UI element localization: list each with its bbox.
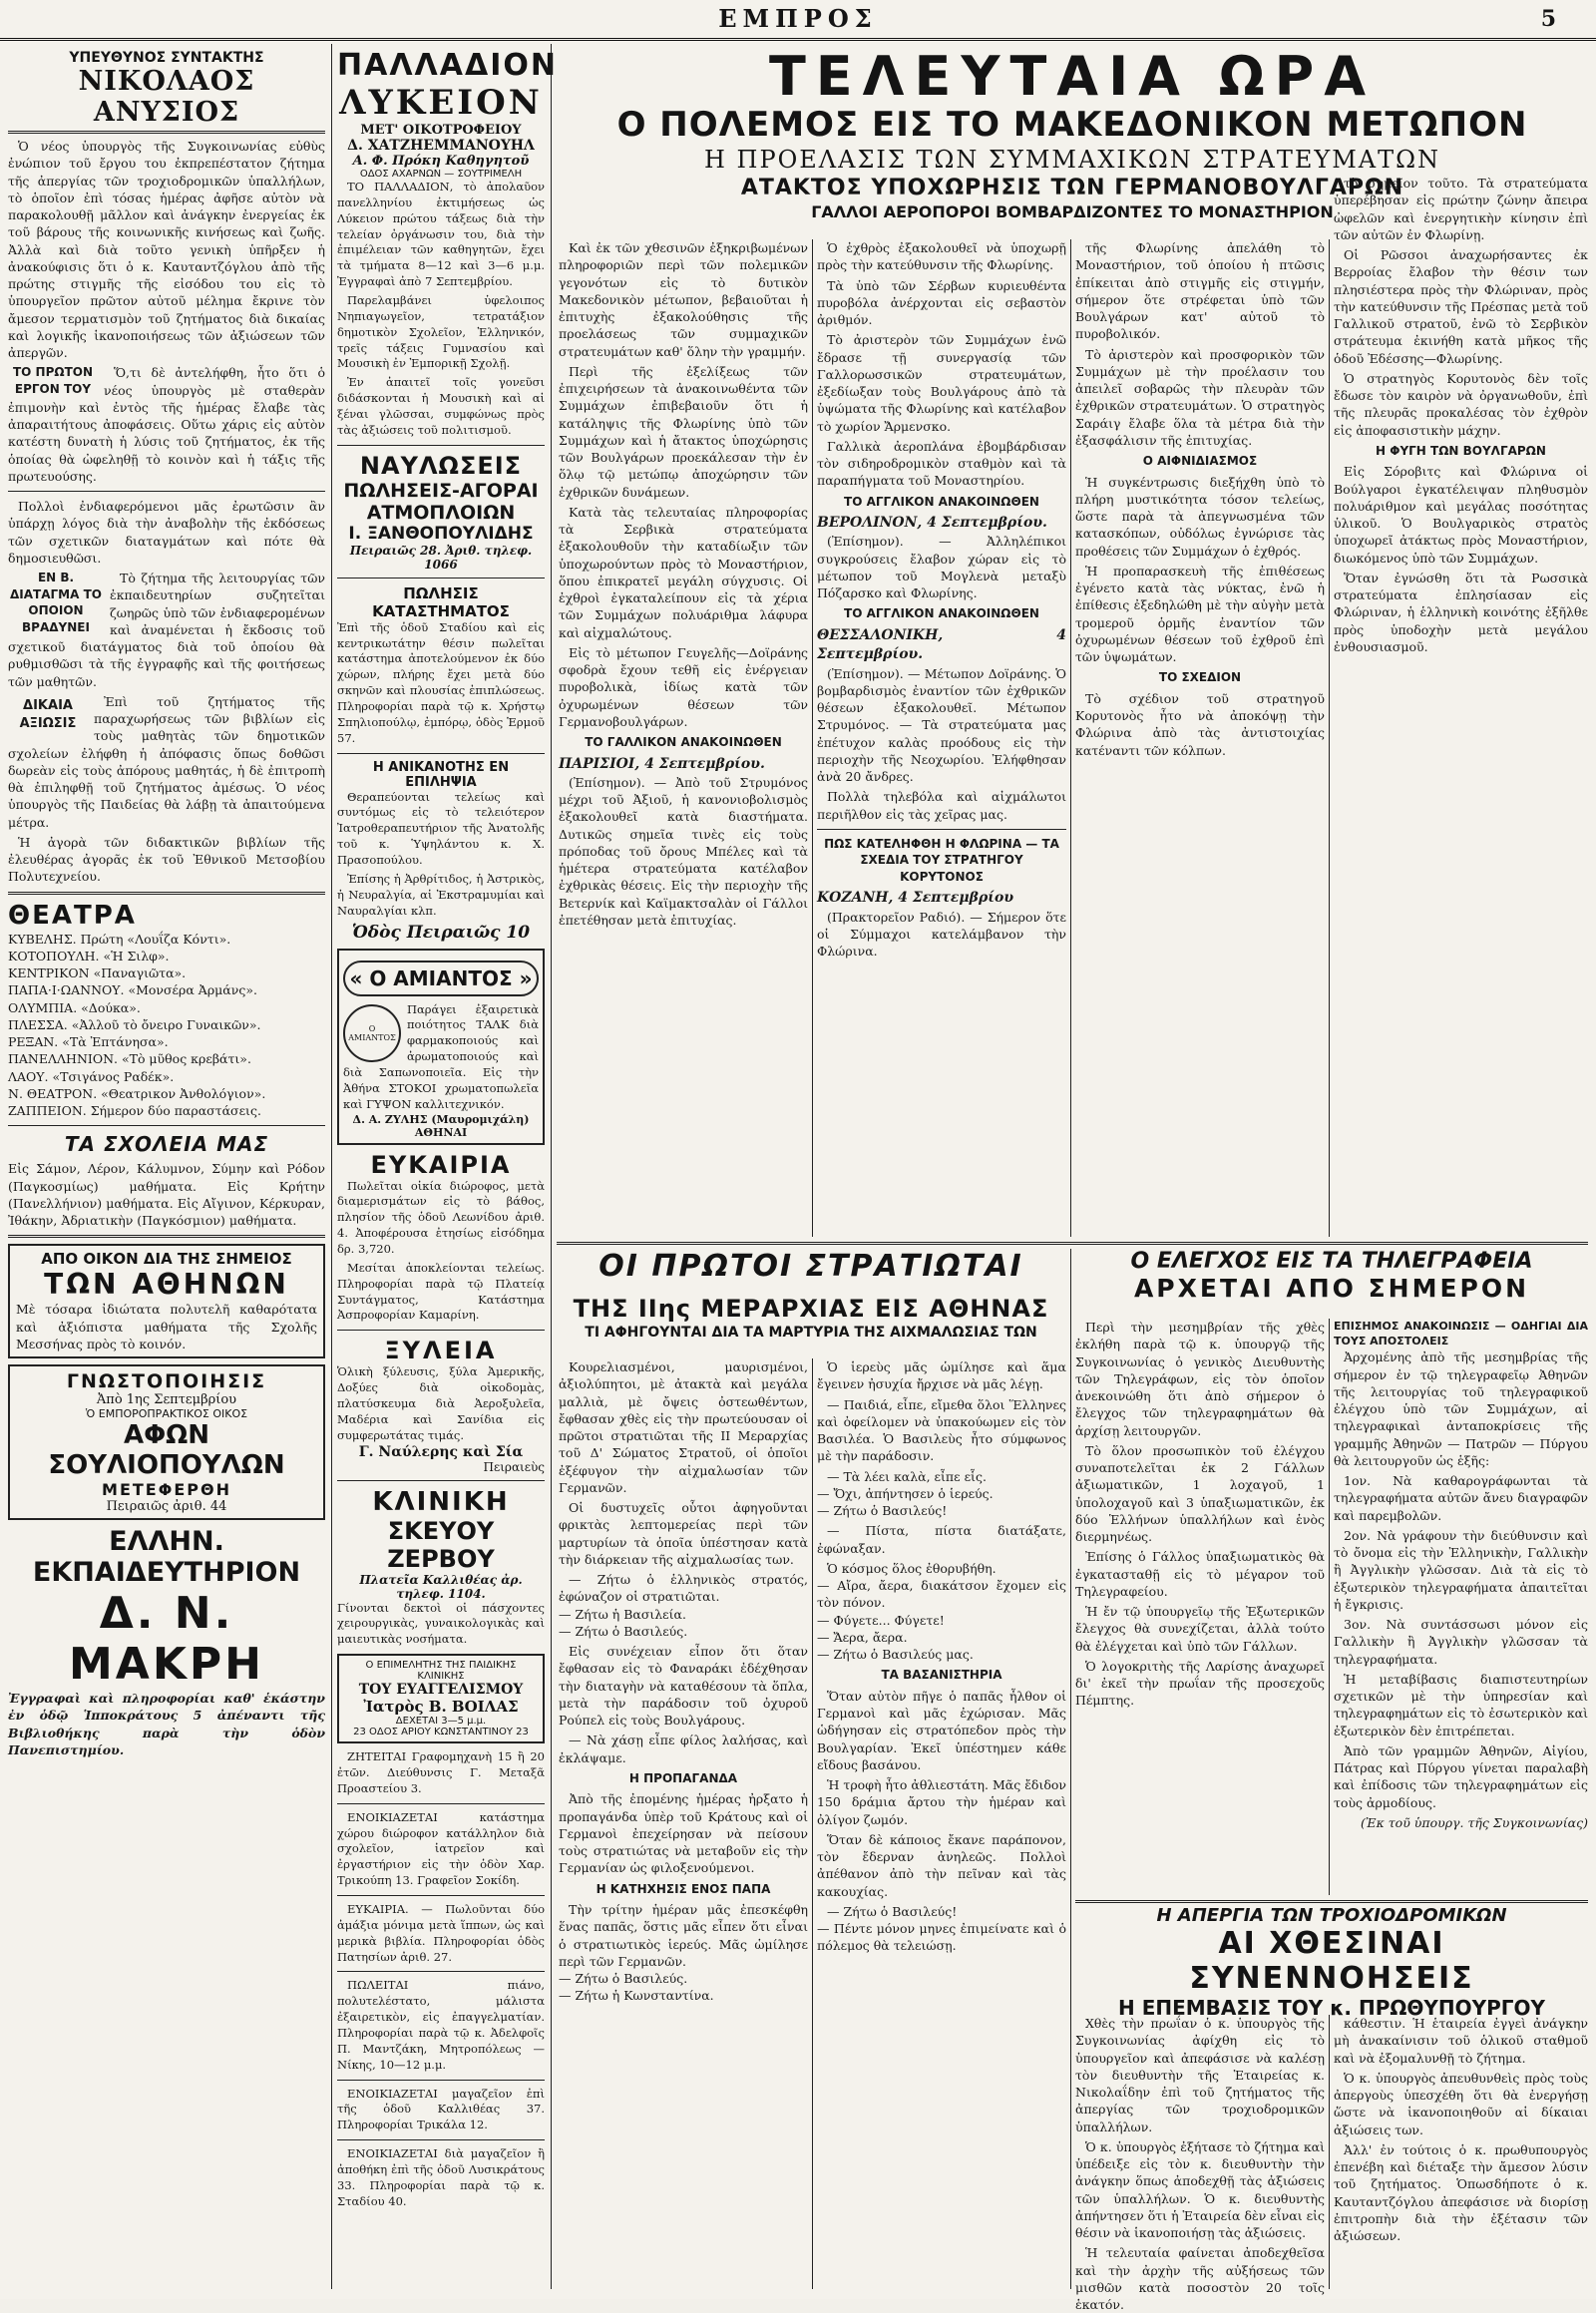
telegraph-col-1 bbox=[1075, 1319, 1325, 1897]
headline: Ο ΕΛΕΓΧΟΣ ΕΙΣ ΤΑ ΤΗΛΕΓΡΑΦΕΙΑ bbox=[1130, 1249, 1533, 1274]
paragraph: Τὸ ὅλον προσωπικὸν τοῦ ἐλέγχου συναποτελεῖται ἐκ 2 Γάλλων ἀξιωματικῶν, 1 λοχαγοῦ, 1 ὑπολοχαγοῦ καὶ 3 ὑπαξιωματικῶν, ἐκ δύο Ἑλλήνων ὑπαλλήλων καὶ ἑνὸς διερμηνέως. bbox=[1075, 1442, 1325, 1544]
paragraph: 3ον. Νὰ συντάσσωσι μόνον εἰς Γαλλικὴν ἢ Ἀγγλικὴν γλῶσσαν τὰ τηλεγραφήματα. bbox=[1334, 1617, 1588, 1667]
paragraph: Ὁ νέος ὑπουργὸς τῆς Συγκοινωνίας εὐθὺς ἐνώπιον τοῦ ἔργου του ἐκπρεπέστατον ζήτημα τῆς ἀπεργίας τῶν τροχιοδρομικῶν ὑπαλλήλων, τὸ ὁποῖον ἐπὶ τόσας ἡμέρας ἀφῆσε αὐτὸν νὰ παρακολουθῇ μᾶλλον καὶ ἀνάγκην ἐνεργείας ἐκ τοῦ βάρους τῆς κοινωνικῆς κινήσεως καὶ ζωῆς. Ἀλλὰ καὶ διὰ τοῦτο γενικὴ ὑπῆρξεν ἡ ἀνακούφισις ὅτι ὁ κ. Καυταντζόγλου ἀπὸ τῆς πρώτης στιγμῆς τῆς εἰσόδου του εἰς τὸ ὑπουργεῖον πρῶτον αὐτοῦ μέλημα ἔκρινε τὸν ἄμεσον τερματισμὸν τοῦ ζητήματος διὰ δικαίας καὶ λογικῆς ἱκανοποιήσεως τῶν ἀξιώσεων τῶν ἀπεργῶν. bbox=[8, 139, 325, 360]
ad-line: ΟΔΟΣ ΑΧΑΡΝΩΝ — ΣΟΥΤΡΙΜΕΛΗ bbox=[359, 169, 523, 180]
paragraph: Ἐπίσης ὁ Γάλλος ὑπαξιωματικὸς θὰ ἐγκατασταθῇ εἰς τὸ μέγαρον τοῦ Τηλεγραφείου. bbox=[1075, 1549, 1325, 1599]
paragraph: Ἡ τελευταία φαίνεται ἀποδεχθεῖσα καὶ τὴν ἀρχὴν τῆς αὐξήσεως τῶν μισθῶν κατὰ ποσοστὸν 20 τοῖς ἑκατόν. bbox=[1075, 2245, 1325, 2312]
paragraph: Ἡ ἀγορὰ τῶν διδακτικῶν βιβλίων τῆς ἐλευθέρας ἀγορᾶς ἐκ τοῦ Ἐθνικοῦ Μετσοβίου Πολυτεχνείου. bbox=[8, 834, 325, 885]
ad-text: Ὁλικὴ ξύλευσις, ξύλα Ἀμερικῆς, Δοξύες διὰ οἰκοδομὰς, πλατύσκευμα διὰ Ἀεροξυλεῖα, Μαδέρια καὶ Σανίδια εἰς συμφερωτάτας τιμάς. bbox=[337, 1364, 545, 1442]
paragraph: τῆς Φλωρίνης ἀπελάθη τὸ Μοναστήριον, τοῦ ὁποίου ἡ πτῶσις ἐπίκειται ἀπὸ στιγμῆς εἰς στιγμήν, σήμερον ὅτε στρέφεται ὑπὸ τῶν Βουλγάρων κατ' αὐτοῦ τὸ πυροβολικόν. bbox=[1075, 240, 1325, 342]
paragraph: 1ον. Νὰ καθαρογράφωνται τὰ τηλεγραφήματα αὐτῶν ἄνευ διαγραφῶν καὶ παρεμβολῶν. bbox=[1334, 1473, 1588, 1523]
ad-line: Ὁδὸς Πειραιῶς 10 bbox=[351, 922, 531, 943]
paragraph: Παρελαμβάνει ὑφελοιπος Νηπιαγωγεῖον, τετρατάξιον δημοτικὸν Σχολεῖον, Ἑλληνικόν, τρεῖς τάξεις Γυμνασίου καὶ Μουσικὴ ἐν Ἐμπορικῇ Σχολῇ. bbox=[337, 293, 545, 371]
paragraph: Τὸ ζήτημα τῆς λειτουργίας τῶν ἐκπαιδευτηρίων συζητεῖται ζωηρῶς ὑπὸ τῶν ἐνδιαφερομένων καὶ ἀναμένεται ἡ ἔκδοσις τοῦ σχετικοῦ διατάγματος διὰ τοῦ ὁποίου θὰ ρυθμισθῶσι τὰ τῆς ἐγγραφῆς καὶ τῆς φοιτήσεως τῶν μαθητῶν. bbox=[8, 571, 325, 689]
article-transport bbox=[8, 138, 325, 886]
theatre-item: Ν. ΘΕΑΤΡΟΝ. «Θεατρικον Ἀνθολόγιον». bbox=[8, 1085, 266, 1101]
ad-text: Ἐγγραφαὶ καὶ πληροφορίαι καθ' ἑκάστην ἐν ὁδῷ Ἱπποκράτους 5 ἀπέναντι τῆς Βιβλιοθήκης παρὰ τὴν ὁδὸν Πανεπιστημίου. bbox=[8, 1691, 325, 1757]
paragraph: Κατὰ τὰς τελευταίας πληροφορίας τὰ Σερβικὰ στρατεύματα ἐξακολουθοῦν τὴν καταδίωξιν τῶν ὑποχωρούντων πρὸς τὸ Μοναστήριον, ὅπου ἐπικρατεῖ μεγάλη σύγχυσις. Οἱ ἐχθροὶ ἐγκαταλείπουν εἰς τὰ χέρια τῶν Συμμάχων πολυάριθμα λάφυρα καὶ αἰχμαλώτους. bbox=[559, 504, 808, 640]
ad-doctor bbox=[337, 1654, 545, 1743]
ad-title: « Ο ΑΜΙΑΝΤΟΣ » bbox=[343, 961, 539, 996]
subheading: ΤΟ ΣΧΕΔΙΟΝ bbox=[1158, 670, 1242, 685]
subheading: ΤΟ ΓΑΛΛΙΚΟΝ ΑΝΑΚΟΙΝΩΘΕΝ bbox=[585, 735, 782, 749]
theatre-list bbox=[8, 931, 325, 1120]
headline-aviators: ΓΑΛΛΟΙ ΑΕΡΟΠΟΡΟΙ ΒΟΜΒΑΡΔΙΖΟΝΤΕΣ ΤΟ ΜΟΝΑΣΤΗΡΙΟΝ bbox=[811, 201, 1334, 221]
ad-title: ΣΚΕΥΟΥ ΖΕΡΒΟΥ bbox=[387, 1516, 495, 1573]
paragraph: Περὶ τῆς ἐξελίξεως τῶν ἐπιχειρήσεων τὰ ἀνακοινωθέντα τῶν Συμμάχων ἐπιβεβαιοῦν ὅτι ἡ κατάληψις τῆς Φλωρίνης ὑπὸ τῶν Συμμάχων καὶ ἡ ἄτακτος ὑποχώρησις τῶν Βουλγάρων προεκάλεσαν τὴν ἐν ὅλῳ τῷ μετώπῳ ἀποχώρησιν τῶν ἐχθρικῶν δυνάμεων. bbox=[559, 363, 808, 500]
theatre-item: ΛΑΟΥ. «Τσιγάνος Ραδέκ». bbox=[8, 1068, 175, 1084]
ad-name: ΑΦΩΝ ΣΟΥΛΙΟΠΟΥΛΩΝ bbox=[48, 1420, 285, 1480]
paragraph: Οἱ Ρῶσσοι ἀναχωρήσαντες ἐκ Βερροίας ἔλαβον τὴν θέσιν των πλησιέστερα πρὸς τὴν Φλώριναν, πρὸς τὴν κατεύθυνσιν τῆς Πρέσπας μετὰ τοῦ Γαλλικοῦ στρατοῦ, ἐνῶ τὸ Σερβικὸν στράτευμα ἐκινήθη κατὰ μῆκος τῆς ὁδοῦ Ἐδέσσης—Φλωρίνης. bbox=[1334, 247, 1588, 366]
paragraph: Χθὲς τὴν πρωΐαν ὁ κ. ὑπουργὸς τῆς Συγκοινωνίας ἀφίχθη εἰς τὸ ὑπουργεῖον καὶ ἀπεφάσισε νὰ καλέσῃ τὸν διευθυντὴν τῆς Ἑταιρείας κ. Νικολαΐδην ἐπὶ τοῦ ζητήματος τῆς ἀπεργίας τῶν τροχιοδρομικῶν ὑπαλλήλων. bbox=[1075, 2016, 1325, 2134]
paragraph: (Ἐπίσημον). — Μέτωπον Δοϊράνης. Ὁ βομβαρδισμὸς ἐναντίον τῶν ἐχθρικῶν θέσεων ἐξακολουθεῖ. Μέτωπον Στρυμόνος. — Τὰ στρατεύματα μας ἐπέτυχον καλὰς προόδους εἰς τὴν περιοχὴν τῆς Νεοχωρίου. Ἐλήφθησαν ἀνὰ 20 ἄνδρες. bbox=[817, 665, 1066, 785]
theatre-item: ΚΕΝΤΡΙΚΟΝ «Παναγιῶτα». bbox=[8, 965, 187, 980]
paragraph: Εἰς Σόροβιτς καὶ Φλώρινα οἱ Βούλγαροι ἐγκατέλειψαν πληθυσμὸν πολυάριθμον καὶ μεγάλας ποσότητας ὑλικοῦ. Ὁ Βουλγαρικὸς στρατὸς ὑποχωρεῖ ἀτάκτως πρὸς Μοναστήριον, διωκόμενος ὑπὸ τῶν Συμμάχων. bbox=[1334, 464, 1588, 566]
paragraph: Ἡ μεταβίβασις διαπιστευτηρίων σχετικῶν μὲ τὴν ὑπηρεσίαν καὶ τηλεγραφημάτων εἰς τὸ ἐσωτερικὸν καὶ ἐξωτερικὸν δὲν ἐπιτρέπεται. bbox=[1334, 1671, 1588, 1738]
paragraph: Μεσίται ἀποκλείονται τελείως. Πληροφορίαι παρὰ τῷ Πλατείᾳ Συντάγματος, Κατάστημα Ἀσπροφορίαν Καμαρίνη. bbox=[337, 1260, 545, 1323]
paragraph: Ἡ τροφὴ ἦτο ἀθλιεστάτη. Μᾶς ἔδιδον 150 δράμια ἄρτου τὴν ἡμέραν καὶ ὀλίγον ζωμόν. bbox=[817, 1777, 1066, 1827]
paragraph: 2ον. Νὰ γράφουν τὴν διεύθυνσιν καὶ τὸ ὄνομα εἰς τὴν Ἑλληνικὴν, Γαλλικὴν ἢ Ἀγγλικὴν γλῶσσαν. Διὰ τὰ εἰς τὸ ἐξωτερικὸν τηλεγραφήματα ἀπαιτεῖται ἡ ἔγκρισις. bbox=[1334, 1527, 1588, 1612]
paragraph: Ὅταν δὲ κάποιος ἔκανε παράπονον, τὸν ἔδερναν ἀνηλεῶς. Πολλοὶ ἀπέθανον ἀπὸ τὴν πεῖναν καὶ τὰς κακουχίας. bbox=[817, 1831, 1066, 1899]
headline: ΑΙ ΧΘΕΣΙΝΑΙ ΣΥΝΕΝΝΟΗΣΕΙΣ bbox=[1189, 1926, 1474, 1996]
front-col-3 bbox=[1075, 239, 1325, 1237]
masthead-title: ΕΜΠΡΟΣ bbox=[718, 4, 878, 33]
headline-main: ΤΕΛΕΥΤΑΙΑ ΩΡΑ bbox=[768, 45, 1377, 108]
ad-line: Δ. ΧΑΤΖΗΕΜΜΑΝΟΥΗΛ bbox=[347, 138, 535, 154]
headline: ΟΙ ΠΡΩΤΟΙ ΣΤΡΑΤΙΩΤΑΙ bbox=[598, 1249, 1023, 1284]
ad-line: ΜΕΤ' ΟΙΚΟΤΡΟΦΕΙΟΥ bbox=[360, 123, 522, 138]
sidebar-heading: ΤΟ ΠΡΩΤΟΝ ΕΡΓΟΝ ΤΟΥ bbox=[12, 365, 94, 396]
telegraph-headline bbox=[1075, 1249, 1588, 1319]
paragraph: Θεραπεύονται τελείως καὶ συντόμως εἰς τὸ τελειότερον Ἰατροθεραπευτήριον τῆς Ἀνατολῆς τοῦ κ. Ὑψηλάντου κ. Χ. Πρασοπούλου. bbox=[337, 789, 545, 868]
theatre-item: ΠΑΝΕΛΛΗΝΙΟΝ. «Τὸ μῦθος κρεβάτι». bbox=[8, 1051, 251, 1067]
editor-name: ΝΙΚΟΛΑΟΣ ΑΝΥΣΙΟΣ bbox=[8, 66, 325, 134]
masthead bbox=[0, 0, 1596, 41]
paragraph: Τὰ ὑπὸ τῶν Σέρβων κυριευθέντα πυροβόλα ἀνέρχονται εἰς σεβαστὸν ἀριθμόν. bbox=[817, 277, 1066, 327]
paragraph: Ἀρχομένης ἀπὸ τῆς μεσημβρίας τῆς σήμερον ἐν τῷ τηλεγραφεῖῳ Ἀθηνῶν τῆς λειτουργίας τοῦ τηλεγραφικοῦ ἐλέγχου ὑπὸ τῶν Συμμάχων, αἱ τηλεγραφικαὶ ἀνταποκρίσεις τῆς γραμμῆς Ἀθηνῶν — Πατρῶν — Πύργου θὰ λειτουργοῦν ὡς ἑξῆς: bbox=[1334, 1349, 1588, 1468]
paragraph: Ἐπὶ τοῦ ζητήματος τῆς παραχωρήσεως τῶν βιβλίων εἰς τοὺς μαθητὰς τῶν δημοτικῶν σχολείων ἐλήφθη ἡ ἀπόφασις ὅπως δοθῶσι δωρεὰν εἰς τοὺς ἀπόρους μαθητάς, ἡ δὲ ἐπιτροπὴ θὰ ἐπιληφθῇ τοῦ ζητήματος ἀμέσως. Ὁ νέος ὑπουργὸς τῆς Παιδείας θὰ λάβῃ τὰ ἀπαιτούμενα μέτρα. bbox=[8, 693, 325, 830]
strike-col-1 bbox=[1075, 2015, 1325, 2312]
ad-title: ΚΛΙΝΙΚΗ bbox=[372, 1486, 510, 1517]
dateline: ΠΑΡΙΣΙΟΙ, 4 Σεπτεμβρίου. bbox=[559, 755, 765, 772]
editor-label: ΥΠΕΥΘΥΝΟΣ ΣΥΝΤΑΚΤΗΣ bbox=[69, 50, 264, 66]
paragraph: (Ἐπίσημον). — Ἀλληλέπικοι συγκρούσεις ἔλαβον χώραν εἰς τὸ μέτωπον τοῦ Μογλενὰ μεταξὺ Πόζαρσκο καὶ Φλωρίνης. bbox=[817, 534, 1066, 601]
strike-headline bbox=[1075, 1905, 1588, 2020]
paragraph: Εἰς συνέχειαν εἶπον ὅτι ὅταν ἔφθασαν εἰς τὸ Φαναράκι ἐδέχθησαν τὴν διαταγὴν νὰ καταθέσουν τὰ ὅπλα, μετὰ τὴν παράδοσιν τοῦ ὀχυροῦ Ρούπελ εἰς τοὺς Βουλγάρους. bbox=[559, 1644, 808, 1728]
paragraph: Πολλοὶ ἐνδιαφερόμενοι μᾶς ἐρωτῶσιν ἂν ὑπάρχῃ λόγος διὰ τὴν ἀναβολὴν τῆς ἐκδόσεως τῶν σχετικῶν διαταγμάτων καὶ πότε θὰ δημοσιευθῶσι. bbox=[8, 499, 325, 566]
classified-item: ΕΝΟΙΚΙΑΖΕΤΑΙ μαγαζεῖον ἐπὶ τῆς ὁδοῦ Καλλιθέας 37. Πληροφορίαι Τρικάλα 12. bbox=[337, 2086, 545, 2132]
sidebar-heading: ΕΝ Β. ΔΙΑΤΑΓΜΑ ΤΟ ΟΠΟΙΟΝ ΒΡΑΔΥΝΕΙ bbox=[10, 571, 102, 634]
ad-name: Ἰατρὸς Β. ΒΟΙΛΑΣ bbox=[363, 1698, 519, 1717]
ad-school bbox=[8, 1244, 325, 1358]
ad-title: ΓΝΩΣΤΟΠΟΙΗΣΙΣ bbox=[66, 1370, 267, 1392]
ad-title: ΞΥΛΕΙΑ bbox=[384, 1337, 498, 1365]
ad-title: ΑΠΟ ΟΙΚΟΝ ΔΙΑ ΤΗΣ ΣΗΜΕΙΟΣ bbox=[41, 1250, 292, 1269]
ad-title: Η ΑΝΙΚΑΝΟΤΗΣ ΕΝ ΕΠΙΛΗΨΙΑ bbox=[372, 759, 510, 790]
ad-title: ΑΤΜΟΠΛΟΙΩΝ bbox=[366, 501, 516, 524]
ad-text bbox=[337, 790, 545, 920]
ad-text: Ἐπὶ τῆς ὁδοῦ Σταδίου καὶ εἰς κεντρικωτάτην θέσιν πωλεῖται κατάστημα ἀποτελούμενον ἐκ δύο χώρων, πλήρης ἔχει μετὰ δύο σκηνῶν καὶ πλουσίας ἐπιπλώσεως. Πληροφορίαι παρὰ τῷ κ. Χρήστῳ Σπηλιοπούλῳ, ἐμπόρῳ, ὁδὸς Ἑρμοῦ 57. bbox=[337, 619, 545, 745]
front-col-4 bbox=[1334, 175, 1588, 1237]
paragraph: Ἀπὸ τῶν γραμμῶν Ἀθηνῶν, Αἰγίου, Πάτρας καὶ Πύργου γίνεται παραλαβὴ καὶ ἐπίδοσις τῶν τηλεγραφημάτων εἰς τοὺς ἀρμοδίους. bbox=[1334, 1742, 1588, 1810]
paragraph: Ὁ ἐχθρὸς ἐξακολουθεῖ νὰ ὑποχωρῇ πρὸς τὴν κατεύθυνσιν τῆς Φλωρίνης. bbox=[817, 240, 1066, 273]
theatre-item: ΖΑΠΠΕΙΟΝ. Σήμερον δύο παραστάσεις. bbox=[8, 1103, 261, 1118]
subheading: ΠΩΣ ΚΑΤΕΛΗΦΘΗ Η ΦΛΩΡΙΝΑ — ΤΑ ΣΧΕΔΙΑ ΤΟΥ ΣΤΡΑΤΗΓΟΥ ΚΟΡΥΤΟΝΟΣ bbox=[824, 836, 1059, 884]
paragraph: ΤΟ ΠΑΛΛΑΔΙΟΝ, τὸ ἀπολαῦον πανελληνίου ἐκτιμήσεως ὡς Λύκειον πρώτου τάξεως διὰ τὴν τελείαν ὀργάνωσιν του, διὰ τὴν ἐπιμέλειαν τῶν καθηγητῶν, ἔχει τὰ τμήματα 8—12 καὶ 3—6 μ.μ. Ἐγγραφαὶ ἀπὸ 7 Σεπτεμβρίου. bbox=[337, 180, 545, 289]
theatre-item: ΡΕΞΑΝ. «Τὰ Ἐπτάνησα». bbox=[8, 1034, 169, 1049]
subheading: Ο ΑΙΦΝΙΔΙΑΣΜΟΣ bbox=[1142, 454, 1258, 468]
paragraph: Ἐν ἀπαιτεῖ τοῖς γονεῦσι διδάσκονται ἡ Μουσικὴ καὶ αἱ ξέναι γλῶσσαι, συμφώνως πρὸς τὰς ἀξιώσεις τοῦ πολιτισμοῦ. bbox=[337, 375, 545, 437]
ad-text: Μὲ τόσαρα ἰδιώτατα πολυτελῆ καθαρότατα καὶ ἀξιόπιστα μαθήματα τῆς Σχολῆς Μεσσήνας πρὸς τὸ κοινόν. bbox=[16, 1302, 317, 1351]
headline-retreat: ΑΤΑΚΤΟΣ ΥΠΟΧΩΡΗΣΙΣ ΤΩΝ ΓΕΡΜΑΝΟΒΟΥΛΓΑΡΩΝ bbox=[740, 175, 1404, 200]
headline: ΤΙ ΑΦΗΓΟΥΝΤΑΙ ΔΙΑ ΤΑ ΜΑΡΤΥΡΙΑ ΤΗΣ ΑΙΧΜΑΛΩΣΙΑΣ ΤΩΝ bbox=[585, 1325, 1037, 1341]
subheading: Η ΦΥΓΗ ΤΩΝ ΒΟΥΛΓΑΡΩΝ bbox=[1376, 443, 1546, 458]
subheading: ΤΑ ΒΑΣΑΝΙΣΤΗΡΙΑ bbox=[881, 1668, 1002, 1683]
ad-line: ΔΕΧΕΤΑΙ 3—5 μ.μ. bbox=[395, 1716, 487, 1728]
theatres-heading: ΘΕΑΤΡΑ bbox=[8, 900, 137, 931]
ad-title: ΤΩΝ ΑΘΗΝΩΝ bbox=[44, 1268, 289, 1302]
subheading: ΕΠΙΣΗΜΟΣ ΑΝΑΚΟΙΝΩΣΙΣ — ΟΔΗΓΙΑΙ ΔΙΑ ΤΟΥΣ ΑΠΟΣΤΟΛΕΙΣ bbox=[1334, 1320, 1588, 1349]
front-col-1 bbox=[559, 239, 808, 1237]
paragraph: Ὁ κόσμος ὅλος ἐθορυβήθη. — Αἴρα, ἄερα, διακάτσον ἔχομεν εἰς τὸν πόνον. — Φύγετε... Φύγετε! — Ἄερα, ἄερα. — Ζήτω ὁ Βασιλεύς μας. bbox=[817, 1560, 1066, 1662]
paragraph: Ἡ ἔν τῷ ὑπουργεῖῳ τῆς Ἐξωτερικῶν ἔλεγχος θὰ συνεχίζεται, ἀλλὰ τούτο θὰ ἐλέγχεται καὶ ὑπὸ τῶν Γάλλων. bbox=[1075, 1604, 1325, 1654]
strike-col-2 bbox=[1334, 2015, 1588, 2291]
classified-item: ΕΝΟΙΚΙΑΖΕΤΑΙ κατάστημα χώρου διώροφον κατάλληλον διὰ σχολεῖον, ἰατρεῖον καὶ ἐργαστήριον εἰς τὴν ὁδὸν Χαρ. Τρικούπη 13. Γραφεῖον Σοκίδη. bbox=[337, 1809, 545, 1888]
paragraph: Ὅταν αὐτὸν πῆγε ὁ παπᾶς ἦλθον οἱ Γερμανοὶ καὶ μᾶς ἐχώρισαν. Μᾶς ὡδήγησαν εἰς στρατόπεδον πρὸς τὴν Βουλγαρίαν. Ἐκεῖ ὑπέστημεν κάθε εἴδους βασάνου. bbox=[817, 1688, 1066, 1772]
ad-line: Ο ΕΠΙΜΕΛΗΤΗΣ ΤΗΣ ΠΑΙΔΙΚΗΣ ΚΛΙΝΙΚΗΣ bbox=[365, 1660, 517, 1683]
paragraph: κάθεστιν. Ἡ ἑταιρεία ἐγγεὶ ἀνάγκην μὴ ἀνακαίνισιν τοῦ ὁλικοῦ σταθμοῦ καὶ νὰ ἐξομαλυνθῇ τὸ ζήτημα. bbox=[1334, 2016, 1588, 2066]
paragraph: Καὶ ἐκ τῶν χθεσινῶν ἐξηκριβωμένων πληροφοριῶν περὶ τῶν πολεμικῶν γεγονότων εἰς τὸ δυτικὸν Μακεδονικὸν μέτωπον, βεβαιοῦται ἡ ἐπιτυχὴς ἐξακολούθησις τῆς προελάσεως τῶν συμμαχικῶν στρατευμάτων καθ' ὅλην τὴν γραμμήν. bbox=[559, 240, 808, 359]
ad-line: Γ. Ναύλερης καὶ Σία bbox=[358, 1443, 524, 1460]
headline: ΑΡΧΕΤΑΙ ΑΠΟ ΣΗΜΕΡΟΝ bbox=[1133, 1274, 1530, 1303]
ad-line: Δ. Α. ΖΥΛΗΣ (Μαυρομιχάλη) ΑΘΗΝΑΙ bbox=[352, 1112, 530, 1139]
classified-item: ΕΥΚΑΙΡΙΑ. — Πωλοῦνται δύο ἀμάξια μόνιμα μετὰ ἵππων, ὡς καὶ μερικὰ βιβλία. Πληροφορίαι ὁδὸς Πατησίων ἀριθ. 27. bbox=[337, 1902, 545, 1964]
ad-line: Ἀπὸ 1ης Σεπτεμβρίου bbox=[96, 1392, 237, 1407]
ad-text bbox=[337, 180, 545, 439]
paragraph: Ὅ,τι δὲ ἀντελήφθη, ἦτο ὅτι ὁ νέος ὑπουργὸς μὲ σταθερὰν ἐπιμονὴν καὶ ἐντὸς τῆς ἡμέρας ἔλαβε τὰς ἀπαραιτήτους ἀποφάσεις. Οὕτω χάρις εἰς αὐτὸν κατέστη δυνατὴ ἡ λύσις τοῦ ζητήματος, ἐκ τῆς ὁποίας θὰ ὠφεληθῇ τὸ κοινὸν καὶ ἡ τάξις τῆς πρωτευούσης. bbox=[8, 365, 325, 484]
subheading: Η ΚΑΤΗΧΗΣΙΣ ΕΝΟΣ ΠΑΠΑ bbox=[596, 1881, 771, 1896]
ad-title: ΕΥΚΑΙΡΙΑ bbox=[370, 1150, 512, 1179]
headline-war: Ο ΠΟΛΕΜΟΣ ΕΙΣ ΤΟ ΜΑΚΕΔΟΝΙΚΟΝ ΜΕΤΩΠΟΝ bbox=[616, 105, 1528, 145]
paragraph: Οἱ δυστυχεῖς οὗτοι ἀφηγοῦνται φρικτὰς λεπτομερείας περὶ τῶν μαρτυρίων τὰ ὁποῖα ὑπέστησαν κατὰ τὴν διάρκειαν τῆς αἰχμαλωσίας των. bbox=[559, 1500, 808, 1567]
soldiers-col-2 bbox=[817, 1358, 1066, 2291]
column-2-adverts bbox=[337, 44, 558, 2289]
paragraph: — Τὰ λέει καλὰ, εἶπε εἷς. — Ὄχι, ἀπήντησεν ὁ ἱερεύς. — Ζήτω ὁ Βασιλεύς! bbox=[817, 1468, 994, 1518]
paragraph: — Ζήτω ὁ ἑλληνικὸς στρατός, ἐφώναζον οἱ στρατιῶται. — Ζήτω ἡ Βασιλεία. — Ζήτω ὁ Βασιλεύς. bbox=[559, 1572, 808, 1639]
ad-line: Πειραιῶς ἀριθ. 44 bbox=[106, 1499, 227, 1514]
paragraph: Ὁ κ. ὑπουργὸς ἐξήτασε τὸ ζήτημα καὶ ὑπέδειξε εἰς τὸν κ. διευθυντὴν τὴν ἀνάγκην ὅπως ἀποδεχθῇ τὰς ἀξιώσεις τῶν ὑπαλλήλων. Ὁ κ. διευθυντὴς ἀπήντησεν ὅτι ἡ Ἑταιρεία δὲν εἶναι εἰς θέσιν νὰ ἱκανοποιήσῃ τὰς ἀξιώσεις. bbox=[1075, 2138, 1325, 2240]
ad-text: Γίνονται δεκτοὶ οἱ πάσχοντες χειρουργικὰς, γυναικολογικὰς καὶ μαιευτικὰς νοσήματα. bbox=[337, 1600, 545, 1647]
seal-icon: Ο ΑΜΙΑΝΤΟΣ bbox=[343, 1004, 401, 1062]
theatre-item: ΟΛΥΜΠΙΑ. «Δούκα». bbox=[8, 999, 141, 1015]
ad-line: 23 ΟΔΟΣ ΑΡΙΟΥ ΚΩΝΣΤΑΝΤΙΝΟΥ 23 bbox=[353, 1727, 529, 1738]
ad-title: ΛΥΚΕΙΟΝ bbox=[339, 83, 543, 123]
paragraph: Τὸ σχέδιον τοῦ στρατηγοῦ Κορυτονὸς ἦτο νὰ ἀποκόψῃ τὴν Φλώρινα ἀπὸ τὰς ἀντιστοιχίας κατέναντι τῶν κόλπων. bbox=[1075, 690, 1325, 758]
paragraph: Ἡ προπαρασκευὴ τῆς ἐπιθέσεως ἐγένετο κατὰ τὰς νύκτας, ἐνῶ ἡ ἐπίθεσις ἐξεδηλώθη μὲ τὴν αὐγὴν μετὰ τρομεροῦ ὁρμῆς ἐναντίον τῶν ὀχυρωμένων θέσεων τοῦ ἐχθροῦ ἐπὶ τῶν ὑψωμάτων. bbox=[1075, 563, 1325, 665]
subheading: Η ΠΡΟΠΑΓΑΝΔΑ bbox=[628, 1770, 738, 1785]
page-number: 5 bbox=[1540, 6, 1556, 32]
ad-line: ΤΟΥ ΕΥΑΓΓΕΛΙΣΜΟΥ bbox=[358, 1682, 524, 1699]
theatre-item: ΠΑΠΑ·Ι·ΩΑΝΝΟΥ. «Μονσέρα Ἀρμάνς». bbox=[8, 982, 257, 998]
paragraph: — Νὰ χάσῃ εἶπε φίλος λαλήσας, καὶ ἐκλάψαμε. bbox=[559, 1733, 808, 1765]
section-text: Εἰς Σάμον, Λέρον, Κάλυμνον, Σύμην καὶ Ρόδον (Παγκοσμίως) μαθήματα. Εἰς Κρήτην (Πανελλήνιον) μαθήματα. Εἰς Αἴγινον, Κέρκυραν, Ἰθάκην, Ἀδριατικὴν (Παγκόσμιον) μαθήματα. bbox=[8, 1161, 325, 1228]
paragraph: Κουρελιασμένοι, μαυρισμένοι, ἀξιολύπητοι, μὲ ἀτακτὰ καὶ μεγάλα μαλλιὰ, μὲ ὄψεις ὀστεωθέντων, ἔφθασαν χθὲς εἰς τὴν πρωτεύουσαν οἱ πρῶτοι στρατιῶται τῆς ΙΙ Μεραρχίας τοῦ Δ' Σώματος Στρατοῦ, οἱ ὁποῖοι ἐξέφυγον τὴν αἰχμαλωσίαν τῶν Γερμανῶν. bbox=[559, 1359, 808, 1495]
paragraph: Ὅταν ἐγνώσθη ὅτι τὰ Ρωσσικὰ στρατεύματα ἐπλησίασαν εἰς Φλώριναν, ἡ ἑλληνικὴ κοινότης ἐξῆλθε πρὸς ὑποδοχὴν μετὰ μεγάλου ἐνθουσιασμοῦ. bbox=[1334, 570, 1588, 654]
ad-line: Πειραιῶς 28. Ἀριθ. τηλεφ. 1066 bbox=[349, 543, 533, 572]
soldiers-col-1 bbox=[559, 1358, 808, 2291]
paragraph: Τὴν τρίτην ἡμέραν μᾶς ἐπεσκέφθη ἕνας παπᾶς, ὅστις μᾶς εἶπεν ὅτι εἶναι ὁ στρατιωτικὸς ἱερεύς. Μᾶς ὡμίλησε περὶ τῶν Γερμανῶν. — Ζήτω ὁ Βασιλεύς. — Ζήτω ἡ Κωνσταντίνα. bbox=[559, 1902, 808, 2004]
subheading: ΤΟ ΑΓΓΛΙΚΟΝ ΑΝΑΚΟΙΝΩΘΕΝ bbox=[844, 494, 1039, 509]
paragraph: — Ζήτω ὁ Βασιλεύς! — Πέντε μόνον μηνες ἐπιμείνατε καὶ ὁ πόλεμος θὰ τελειώσῃ. bbox=[817, 1903, 1066, 1954]
ad-notice bbox=[8, 1364, 325, 1520]
paragraph: Ἀλλ' ἐν τούτοις ὁ κ. πρωθυπουργὸς ἐπενέβη καὶ διέταξε τὴν ἄμεσον λύσιν τοῦ ζητήματος. Ὁπωσδήποτε ὁ κ. Καυταντζόγλου ἀπεφάσισε νὰ διορίσῃ ἐπιτροπὴν διὰ τὴν ἐξέτασιν τῶν ἀξιώσεων. bbox=[1334, 2141, 1588, 2243]
paragraph: Εἰς τὸ μέτωπον Γευγελῆς—Δοϊράνης σφοδρὰ ἔχουν τεθῆ εἰς ἐνέργειαν πυροβολικὰ, ἰδίως κατὰ τῶν ὀχυρωμένων θέσεων τῶν Γερμανοβουλγάρων. bbox=[559, 644, 808, 729]
paragraph: Τὸ ἀριστερὸν καὶ προσφορικὸν τῶν Συμμάχων μὲ τὴν προέλασιν του ἀπειλεῖ σοβαρῶς τὴν πλευρὰν τῶν ἐχθρικῶν στρατευμάτων. Ὁ στρατηγὸς Σαράιγ ἔλαβε ὅλα τὰ μέτρα διὰ τὴν ἐξασφάλισιν τῆς ἐπιτυχίας. bbox=[1075, 346, 1325, 448]
classified-item: ΠΩΛΕΙΤΑΙ πιάνο, πολυτελέστατο, μάλιστα ἐξαιρετικὸν, εἰς ἐπαγγελματίαν. Πληροφορίαι παρὰ τῷ κ. Ἀδελφοῖς Π. Μαντζάκη, Μητροπόλεως — Νίκης, 10—12 μ.μ. bbox=[337, 1978, 545, 2072]
front-col-2 bbox=[817, 239, 1066, 1237]
paragraph: Ὁ ἱερεὺς μᾶς ὡμίλησε καὶ ἅμα ἔγεινεν ἠσυχία ἤρχισε νὰ μᾶς λέγῃ. bbox=[817, 1359, 1066, 1392]
headline: ΤΗΣ ΙΙης ΜΕΡΑΡΧΙΑΣ ΕΙΣ ΑΘΗΝΑΣ bbox=[573, 1295, 1049, 1323]
paragraph: Πολλὰ τηλεβόλα καὶ αἰχμάλωτοι περιῆλθον εἰς τὰς χεῖρας μας. bbox=[817, 789, 1066, 822]
paragraph: τὸ σημεῖον τοῦτο. Τὰ στρατεύματα ὑπερέβησαν εἰς πρώτην ζώνην ἄπειρα ὠφελῶν καὶ ἐνεργητικὴν κίνησιν ἐπὶ τῶν αὐτῶν ἐν Φλωρίνῃ. bbox=[1334, 176, 1588, 242]
classified-item: ΕΝΟΙΚΙΑΖΕΤΑΙ διὰ μαγαζεῖον ἢ ἀποθήκη ἐπὶ τῆς ὁδοῦ Λυσικράτους 33. Πληροφορίαι παρὰ τῷ κ. Σταδίου 40. bbox=[337, 2146, 545, 2208]
headline: Η ΑΠΕΡΓΙΑ ΤΩΝ ΤΡΟΧΙΟΔΡΟΜΙΚΩΝ bbox=[1156, 1905, 1507, 1926]
paragraph: Ὁ κ. ὑπουργὸς ἀπευθυνθεὶς πρὸς τοὺς ἀπεργοὺς ὑπεσχέθη ὅτι θὰ ἐνεργήσῃ ὥστε νὰ ἱκανοποιηθοῦν αἱ δίκαιαι ἀξιώσεις των. bbox=[1334, 2070, 1588, 2137]
headline-advance: Η ΠΡΟΕΛΑΣΙΣ ΤΩΝ ΣΥΜΜΑΧΙΚΩΝ ΣΤΡΑΤΕΥΜΑΤΩΝ bbox=[703, 145, 1441, 174]
theatre-item: ΠΛΕΣΣΑ. «Ἀλλοῦ τὸ ὄνειρο Γυναικῶν». bbox=[8, 1016, 261, 1032]
paragraph: — Παιδιά, εἶπε, εἴμεθα ὅλοι Ἕλληνες καὶ ὀφείλομεν νὰ ὑπακούωμεν εἰς τὸν Βασιλέα. Ὁ Βασιλεὺς ἦτο σύμφωνος μὲ τὴν παράδοσιν. bbox=[817, 1396, 1066, 1464]
section-heading: ΤΑ ΣΧΟΛΕΙΑ ΜΑΣ bbox=[64, 1132, 269, 1157]
dateline: ΘΕΣΣΑΛΟΝΙΚΗ, 4 Σεπτεμβρίου. bbox=[817, 626, 1066, 663]
paragraph: Ἀπὸ τῆς ἐπομένης ἡμέρας ἠρξατο ἡ προπαγάνδα ὑπὲρ τοῦ Κράτους καὶ οἱ Γερμανοὶ ἐπεχείρησαν νὰ πείσουν τοὺς στρατιώτας νὰ μεταβοῦν εἰς τὴν Γερμανίαν ὡς φιλοξενούμενοι. bbox=[559, 1791, 808, 1876]
telegraph-col-2 bbox=[1334, 1319, 1588, 1897]
paragraph: Γαλλικὰ ἀεροπλάνα ἐβομβάρδισαν τὸν σιδηροδρομικὸν σταθμὸν καὶ τὰ παραπήγματα τοῦ Μοναστηρίου. bbox=[817, 438, 1066, 489]
ad-line: ΜΕΤΕΦΕΡΘΗ bbox=[102, 1480, 231, 1499]
theatre-item: ΚΟΤΟΠΟΥΛΗ. «Ἡ Σιλφ». bbox=[8, 948, 170, 964]
paragraph: Ὁ στρατηγὸς Κορυτονὸς δὲν τοῖς ἔδωσε τὸν καιρὸν νὰ ὀργανωθοῦν, ἐπὶ τῆς πλευρᾶς προκαλέσας τὸν ἐχθρὸν εἰς ἀποφασιστικὴν μάχην. bbox=[1334, 370, 1588, 438]
ad-line: Α. Φ. Πρόκη Καθηγητοῦ bbox=[352, 154, 530, 169]
ad-title: Δ. Ν. ΜΑΚΡΗ bbox=[68, 1588, 264, 1690]
ad-title: ΠΩΛΗΣΙΣ ΚΑΤΑΣΤΗΜΑΤΟΣ bbox=[372, 583, 510, 620]
paragraph: Ὁ λογοκριτὴς τῆς Λαρίσης ἀναχωρεῖ δι' ἐκεῖ τὴν πρωΐαν τῆς προσεχοῦς Πέμπτης. bbox=[1075, 1658, 1325, 1709]
paragraph: Ἡ συγκέντρωσις διεξήχθη ὑπὸ τὸ πλήρη μυστικότητα τόσον τελείως, ὥστε παρὰ τὰ ἀπεγνωσμένα τῶν κατασκόπων, οὐδόλως ἐγνώρισε τὰς προθέσεις τῶν Συμμάχων ὁ ἐχθρός. bbox=[1075, 474, 1325, 559]
ad-line: Πλατεῖα Καλλιθέας ἀρ. τηλεφ. 1104. bbox=[359, 1572, 523, 1601]
theatre-item: ΚΥΒΕΛΗΣ. Πρώτη «Λουΐζα Κόντι». bbox=[8, 931, 231, 947]
subheading: ΤΟ ΑΓΓΛΙΚΟΝ ΑΝΑΚΟΙΝΩΘΕΝ bbox=[844, 606, 1039, 621]
ad-amiantos bbox=[337, 949, 545, 1145]
ad-name: Ι. ΞΑΝΘΟΠΟΥΛΙΔΗΣ bbox=[348, 523, 534, 544]
sidebar-heading: ΔΙΚΑΙΑ ΑΞΙΩΣΙΣ bbox=[19, 697, 77, 731]
classified-item: ΖΗΤΕΙΤΑΙ Γραφομηχανὴ 15 ἢ 20 ἐτῶν. Διεύθυνσις Γ. Μεταξᾶ Προαστείου 3. bbox=[337, 1749, 545, 1795]
ad-line: Πειραιεὺς bbox=[483, 1459, 545, 1474]
ad-text bbox=[337, 1179, 545, 1325]
ad-title: ΝΑΥΛΩΣΕΙΣ bbox=[359, 451, 523, 480]
classified-ads bbox=[337, 1749, 545, 2209]
dateline: ΚΟΖΑΝΗ, 4 Σεπτεμβρίου bbox=[817, 890, 1014, 907]
paragraph: Πωλεῖται οἰκία διώροφος, μετὰ διαμερισμάτων εἰς τὸ βάθος, πλησίον τῆς ὁδοῦ Λεωνίδου ἀριθ. 4. Ἀποφέρουσα ἐτησίως εἰσόδημα δρ. 3,720. bbox=[337, 1178, 545, 1256]
ad-line: Ὁ ΕΜΠΟΡΟΠΡΑΚΤΙΚΟΣ ΟΙΚΟΣ bbox=[85, 1407, 248, 1420]
ad-title: ΠΑΛΛΑΔΙΟΝ bbox=[337, 48, 558, 83]
column-1 bbox=[8, 44, 325, 2289]
dateline: ΒΕΡΟΛΙΝΟΝ, 4 Σεπτεμβρίου. bbox=[817, 515, 1047, 532]
paragraph: (Ἐπίσημον). — Ἀπὸ τοῦ Στρυμόνος μέχρι τοῦ Ἀξιοῦ, ἡ κανονιοβολισμὸς ἐξακολουθεῖ κατὰ διαστήματα. Δυτικῶς σημεῖα τινὲς εἰς τοὺς πρόποδας τοῦ ὄρους Μπέλες καὶ τὰ ἡμέτερα στρατεύματα κατέλαβον ἐχθρικὰς θέσεις. Εἰς τὴν περιοχὴν τῆς Βετερνίκ καὶ Καϊμακτσαλὰν οἱ Γάλλοι ἐπετέθησαν μετὰ ἐπιτυχίας. bbox=[559, 774, 808, 928]
ad-title: ΠΩΛΗΣΕΙΣ-ΑΓΟΡΑΙ bbox=[343, 479, 539, 502]
paragraph: Περὶ τὴν μεσημβρίαν τῆς χθὲς ἐκλήθη παρὰ τῷ κ. ὑπουργῷ τῆς Συγκοινωνίας ὁ γενικὸς Διευθυντὴς τῶν Τηλεγράφων, εἰς τὸν ὁποῖον ἀνεκοινώθη ὅτι ἀπὸ σήμερον ὁ ἔλεγχος τῶν τηλεγραφημάτων θὰ ἀρχίσῃ λειτουργῶν. bbox=[1075, 1320, 1325, 1438]
paragraph: — Πίστα, πίστα διατάξατε, ἐφώναξαν. bbox=[817, 1523, 1066, 1556]
paragraph: Τὸ ἀριστερὸν τῶν Συμμάχων ἐνῶ ἔδρασε τῇ συνεργασίᾳ τῶν Γαλλορωσσικῶν στρατευμάτων, ἐξεδίωξαν τοὺς Βουλγάρους ἀπὸ τὰ ὑψώματα τῆς Φλωρίνης καὶ κατέλαβον τὸ χωρίον Ἄρμενσκο. bbox=[817, 332, 1066, 434]
paragraph: Ἐπίσης ἡ Ἀρθρίτιδος, ἡ Ἀστρικὸς, ἡ Νευραλγία, αἱ Ἐκστραμυμίαι καὶ Ναυραλγίαι κλπ. bbox=[337, 871, 545, 918]
ad-title: ΕΛΛΗΝ. ΕΚΠΑΙΔΕΥΤΗΡΙΟΝ bbox=[32, 1526, 301, 1588]
ad-text: Παράγει ἐξαιρετικὰ ποιότητος ΤΑΛΚ διὰ φαρμακοποιούς καὶ ἀρωματοποιούς καὶ διὰ Σαπωνοποιεῖα. Εἰς τὴν Ἀθήνα ΣΤΟΚΟΙ χρωματοπωλεῖα καὶ ΓΥΨΟΝ καλλιτεχνικόν. bbox=[343, 1001, 539, 1111]
note: (Ἐκ τοῦ ὑπουργ. τῆς Συγκοινωνίας) bbox=[1361, 1814, 1588, 1830]
paragraph: (Πρακτορεῖον Ραδιό). — Σήμερον ὅτε οἱ Σύμμαχοι κατελάμβανον τὴν Φλώρινα. bbox=[817, 909, 1066, 960]
headline: Η ΕΠΕΜΒΑΣΙΣ ΤΟΥ κ. ΠΡΩΘΥΠΟΥΡΓΟΥ bbox=[1118, 1996, 1545, 2020]
